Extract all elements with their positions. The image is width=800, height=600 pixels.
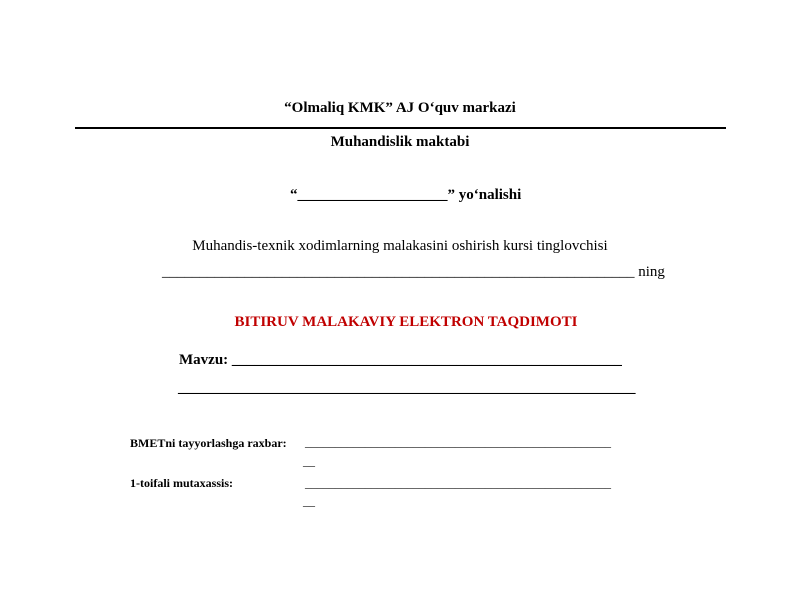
direction-field: “____________________” yo‘nalishi: [290, 187, 522, 203]
school-name: Muhandislik maktabi: [330, 134, 470, 150]
specialist-signature-line: ___________________________________________________: [305, 476, 611, 490]
course-description: Muhandis-texnik xodimlarning malakasini oshirish kursi tinglovchisi: [192, 238, 608, 254]
document-title: BITIRUV MALAKAVIY ELEKTRON TAQDIMOTI: [234, 314, 578, 330]
supervisor-signature-line-continuation: __: [303, 454, 315, 468]
supervisor-signature-line: ___________________________________________________: [305, 435, 611, 449]
specialist-label: 1-toifali mutaxassis:: [130, 476, 233, 490]
organization-title: “Olmaliq KMK” AJ O‘quv markazi: [284, 100, 516, 116]
topic-field: Mavzu: ____________________________________________________: [179, 352, 622, 368]
topic-field-continuation: _____________________________________________________________: [178, 380, 636, 396]
header-divider: [75, 127, 726, 129]
student-name-field: _______________________________________________________________ ning: [162, 264, 665, 280]
specialist-signature-line-continuation: __: [303, 494, 315, 508]
supervisor-label: BMETni tayyorlashga raxbar:: [130, 436, 287, 450]
